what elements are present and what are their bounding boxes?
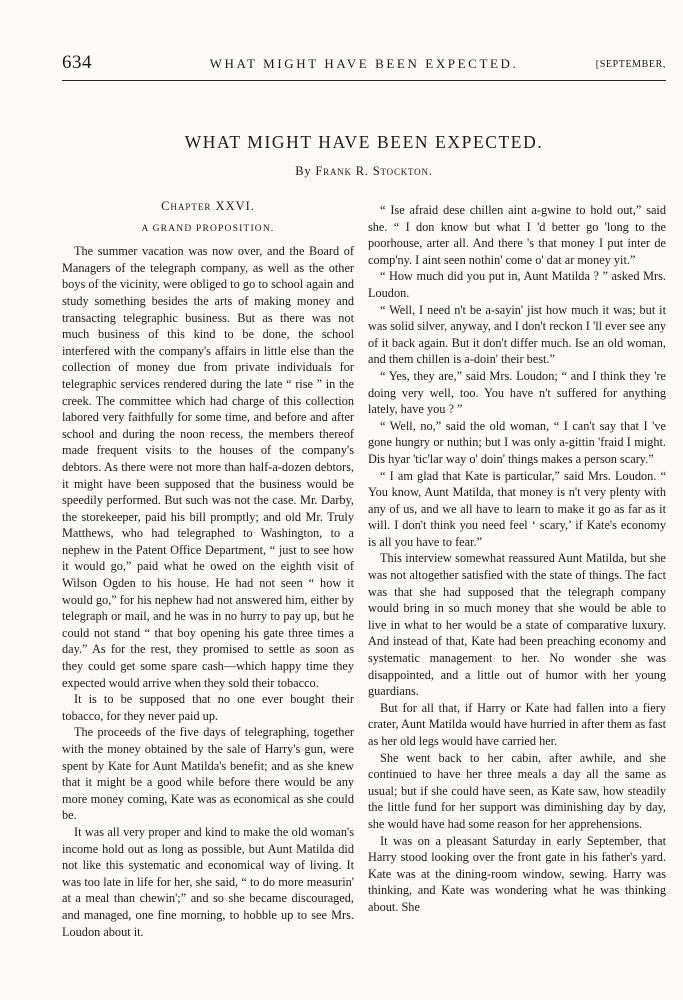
byline-prefix: By	[295, 164, 312, 178]
running-head	[62, 52, 666, 78]
running-head-title: WHAT MIGHT HAVE BEEN EXPECTED.	[209, 56, 519, 71]
byline	[62, 164, 666, 179]
paragraph: But for all that, if Harry or Kate had fallen into a fiery crater, Aunt Matilda would have hurried in after them as fast as her old legs would have carried her.	[368, 700, 666, 748]
paragraph: It was on a pleasant Saturday in early September, that Harry stood looking over the front gate in his father's yard. Kate was at the dining-room window, sewing. Harry was thinking, and Kate was wondering what he was thinking about. She	[368, 833, 666, 914]
page-number: 634	[62, 52, 92, 73]
paragraph: The summer vacation was now over, and the Board of Managers of the telegraph company, as well as the other boys of the vicinity, were obliged to go to school again and study something besides the arts of making money and transacting telegraphic business. But as there was not much business of this kind to be done, the school interfered with the company's affairs in little else than the collection of money due from private individuals for telegraphic services rendered during the late “ rise ” in the creek. The committee which had charge of this collection labored very faithfully for some time, and before and after school and during the noon recess, the members thereof made frequent visits to the houses of the company's debtors. As there were not more than half-a-dozen debtors, it might have been supposed that the business would be speedily performed. But such was not the case. Mr. Darby, the storekeeper, paid his bill promptly; and old Mr. Truly Matthews, who had telegraphed to Washington, to a nephew in the Patent Office Department, “ just to see how it would go,” paid what he owed on the eighth visit of Wilson Ogden to his house. He had not seen “ how it would go,” for his nephew had not answered him, either by telegraph or mail, and he was in no hurry to pay up, but he could not stand “ that boy opening his gate three times a day.” As for the rest, they promised to settle as soon as they could get some spare cash—which happy time they expected would arrive when they sold their tobacco.	[62, 244, 354, 690]
paragraph: It is to be supposed that no one ever bought their tobacco, for they never paid up.	[62, 692, 354, 723]
paragraph: “ Yes, they are,” said Mrs. Loudon; “ and I think they 're doing very well, too. You have n't suffered for anything lately, have you ? ”	[368, 368, 666, 417]
right-column	[368, 202, 666, 916]
paragraph: “ Well, no,” said the old woman, “ I can't say that I 've gone hungry or nuthin; but I was only a-gittin 'fraid I might. Dis hyar 'tic'lar way o' doin' things makes a person scary.”	[368, 418, 666, 466]
chapter-heading: Chapter XXVI.	[161, 199, 255, 213]
paragraph: This interview somewhat reassured Aunt Matilda, but she was not altogether satisfied with the state of things. The fact was that she had supposed that the telegraph company would bring in so much money that she would be able to live in what to her would be a state of comparative luxury. And instead of that, Kate had been preaching economy and systematic management to her. No wonder she was disappointed, and a little out of humor with her young guardians.	[368, 551, 666, 699]
paragraph: “ Well, I need n't be a-sayin' jist how much it was; but it was solid silver, anyway, and I don't reckon I 'll ever see any of it back again. But it don't differ much. Ise an old woman, and them chillen is a-doin' their best.”	[368, 302, 666, 367]
running-head-month: [SEPTEMBER,	[595, 59, 666, 70]
chapter-subtitle: A GRAND PROPOSITION.	[141, 223, 275, 234]
paragraph: She went back to her cabin, after awhile, and she continued to have her three meals a day all the same as usual; but if she could have seen, as Kate saw, how steadily the little fund for her support was diminishing day by day, she would have had some reason for her apprehensions.	[368, 750, 666, 831]
paragraph: “ I am glad that Kate is particular,” said Mrs. Loudon. “ You know, Aunt Matilda, that money is n't very plenty with any of us, and we all have to learn to make it go as far as it will. I don't think you need feel ‘ scary,’ if Kate's economy is all you have to fear.”	[368, 468, 666, 549]
author-name: Frank R. Stockton.	[315, 164, 433, 178]
paragraph: The proceeds of the five days of telegraphing, together with the money obtained by the sale of Harry's gun, were spent by Kate for Aunt Matilda's benefit; and as she knew that it might be a good while before there would be any more money coming, Kate was as economical as she could be.	[62, 725, 354, 823]
article-title: WHAT MIGHT HAVE BEEN EXPECTED.	[184, 132, 544, 152]
left-column	[62, 198, 354, 940]
paragraph: “ How much did you put in, Aunt Matilda ? ” asked Mrs. Loudon.	[368, 269, 666, 300]
header-rule	[62, 80, 666, 81]
paragraph: It was all very proper and kind to make the old woman's income hold out as long as possible, but Aunt Matilda did not like this systematic and economical way of living. It was too late in life for her, she said, “ to do more measurin' at a meal than chewin';” and so she became discouraged, and managed, one fine morning, to hobble up to see Mrs. Loudon about it.	[62, 824, 354, 939]
paragraph: “ Ise afraid dese chillen aint a-gwine to hold out,” said she. “ I don know but what I 'd better go 'long to the poorhouse, arter all. And there 's that money I put inter de comp'ny. I aint seen nothin' come o' dat ar money yit.”	[368, 203, 666, 267]
